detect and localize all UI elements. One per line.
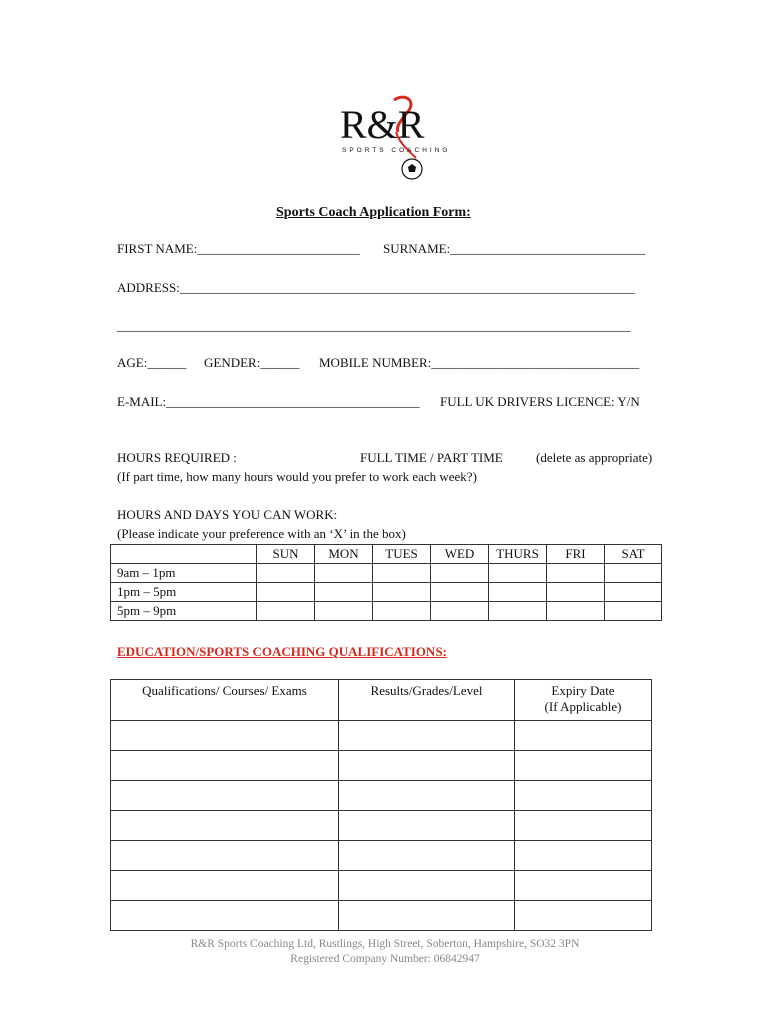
form-title: Sports Coach Application Form: bbox=[276, 205, 471, 220]
delete-note: (delete as appropriate) bbox=[536, 450, 653, 465]
hours-required-label: HOURS REQUIRED : bbox=[117, 450, 237, 465]
expiry-cell[interactable] bbox=[515, 841, 652, 871]
table-header-row bbox=[111, 680, 652, 721]
table-row bbox=[111, 811, 652, 841]
table-header-row bbox=[111, 545, 662, 564]
day-header: SAT bbox=[605, 545, 662, 564]
result-cell[interactable] bbox=[339, 841, 515, 871]
surname-field[interactable]: SURNAME:______________________________ bbox=[383, 241, 646, 256]
company-logo bbox=[336, 92, 451, 182]
availability-cell[interactable] bbox=[257, 602, 315, 621]
expiry-cell[interactable] bbox=[515, 781, 652, 811]
indicate-instruction: (Please indicate your preference with an ‘X’ in the box) bbox=[117, 526, 406, 541]
availability-table bbox=[110, 544, 662, 621]
availability-cell[interactable] bbox=[315, 564, 373, 583]
availability-cell[interactable] bbox=[373, 564, 431, 583]
availability-cell[interactable] bbox=[257, 583, 315, 602]
availability-cell[interactable] bbox=[489, 564, 547, 583]
availability-cell[interactable] bbox=[257, 564, 315, 583]
availability-cell[interactable] bbox=[373, 583, 431, 602]
expiry-cell[interactable] bbox=[515, 871, 652, 901]
availability-cell[interactable] bbox=[489, 602, 547, 621]
qualification-cell[interactable] bbox=[111, 841, 339, 871]
qualification-cell[interactable] bbox=[111, 721, 339, 751]
time-slot-label: 9am – 1pm bbox=[111, 564, 257, 583]
address-line2-field[interactable]: _______________________________________________________________________________ bbox=[117, 318, 631, 333]
day-header: SUN bbox=[257, 545, 315, 564]
expiry-cell[interactable] bbox=[515, 901, 652, 931]
address-field[interactable]: ADDRESS:______________________________________________________________________ bbox=[117, 280, 635, 295]
gender-field[interactable]: GENDER:______ bbox=[204, 355, 300, 370]
hours-days-heading: HOURS AND DAYS YOU CAN WORK: bbox=[117, 507, 338, 522]
qualification-cell[interactable] bbox=[111, 901, 339, 931]
first-name-field[interactable]: FIRST NAME:_________________________ bbox=[117, 241, 360, 256]
table-row bbox=[111, 871, 652, 901]
expiry-cell[interactable] bbox=[515, 721, 652, 751]
table-row bbox=[111, 564, 662, 583]
education-heading: EDUCATION/SPORTS COACHING QUALIFICATIONS: bbox=[117, 644, 447, 659]
footer-company-number: Registered Company Number: 06842947 bbox=[290, 953, 480, 965]
expiry-note: (If Applicable) bbox=[544, 699, 622, 714]
availability-cell[interactable] bbox=[605, 583, 662, 602]
table-row bbox=[111, 751, 652, 781]
availability-cell[interactable] bbox=[489, 583, 547, 602]
table-row bbox=[111, 602, 662, 621]
expiry-label: Expiry Date bbox=[551, 683, 615, 698]
table-row bbox=[111, 781, 652, 811]
result-cell[interactable] bbox=[339, 871, 515, 901]
availability-cell[interactable] bbox=[547, 602, 605, 621]
day-header: TUES bbox=[373, 545, 431, 564]
availability-cell[interactable] bbox=[373, 602, 431, 621]
availability-cell[interactable] bbox=[605, 602, 662, 621]
results-column-header: Results/Grades/Level bbox=[339, 680, 515, 721]
logo-graphic bbox=[336, 92, 451, 182]
mobile-number-field[interactable]: MOBILE NUMBER:________________________________ bbox=[319, 355, 640, 370]
result-cell[interactable] bbox=[339, 781, 515, 811]
logo-subtitle: SPORTS COACHING bbox=[342, 147, 451, 154]
result-cell[interactable] bbox=[339, 901, 515, 931]
result-cell[interactable] bbox=[339, 811, 515, 841]
qualifications-table bbox=[110, 679, 652, 931]
footer-address: R&R Sports Coaching Ltd, Rustlings, High Street, Soberton, Hampshire, SO32 3PN bbox=[190, 938, 580, 950]
logo-text: R&R bbox=[340, 102, 425, 147]
age-field[interactable]: AGE:______ bbox=[117, 355, 187, 370]
table-row bbox=[111, 841, 652, 871]
expiry-column-header bbox=[515, 680, 652, 721]
expiry-cell[interactable] bbox=[515, 811, 652, 841]
time-slot-label: 5pm – 9pm bbox=[111, 602, 257, 621]
day-header: THURS bbox=[489, 545, 547, 564]
qualification-cell[interactable] bbox=[111, 871, 339, 901]
availability-cell[interactable] bbox=[315, 583, 373, 602]
expiry-cell[interactable] bbox=[515, 751, 652, 781]
availability-cell[interactable] bbox=[431, 583, 489, 602]
availability-cell[interactable] bbox=[431, 564, 489, 583]
availability-cell[interactable] bbox=[547, 564, 605, 583]
time-slot-label: 1pm – 5pm bbox=[111, 583, 257, 602]
day-header: MON bbox=[315, 545, 373, 564]
qualification-cell[interactable] bbox=[111, 811, 339, 841]
availability-cell[interactable] bbox=[315, 602, 373, 621]
qualification-cell[interactable] bbox=[111, 781, 339, 811]
part-time-question: (If part time, how many hours would you prefer to work each week?) bbox=[117, 469, 477, 484]
result-cell[interactable] bbox=[339, 721, 515, 751]
full-part-time-option[interactable]: FULL TIME / PART TIME bbox=[360, 450, 503, 465]
table-row bbox=[111, 583, 662, 602]
table-row bbox=[111, 901, 652, 931]
availability-cell[interactable] bbox=[547, 583, 605, 602]
qualification-cell[interactable] bbox=[111, 751, 339, 781]
drivers-licence-field[interactable]: FULL UK DRIVERS LICENCE: Y/N bbox=[440, 394, 640, 409]
table-row bbox=[111, 721, 652, 751]
result-cell[interactable] bbox=[339, 751, 515, 781]
availability-cell[interactable] bbox=[431, 602, 489, 621]
email-field[interactable]: E-MAIL:_______________________________________ bbox=[117, 394, 420, 409]
day-header: WED bbox=[431, 545, 489, 564]
day-header: FRI bbox=[547, 545, 605, 564]
availability-cell[interactable] bbox=[605, 564, 662, 583]
qualifications-column-header: Qualifications/ Courses/ Exams bbox=[111, 680, 339, 721]
table-cell bbox=[111, 545, 257, 564]
